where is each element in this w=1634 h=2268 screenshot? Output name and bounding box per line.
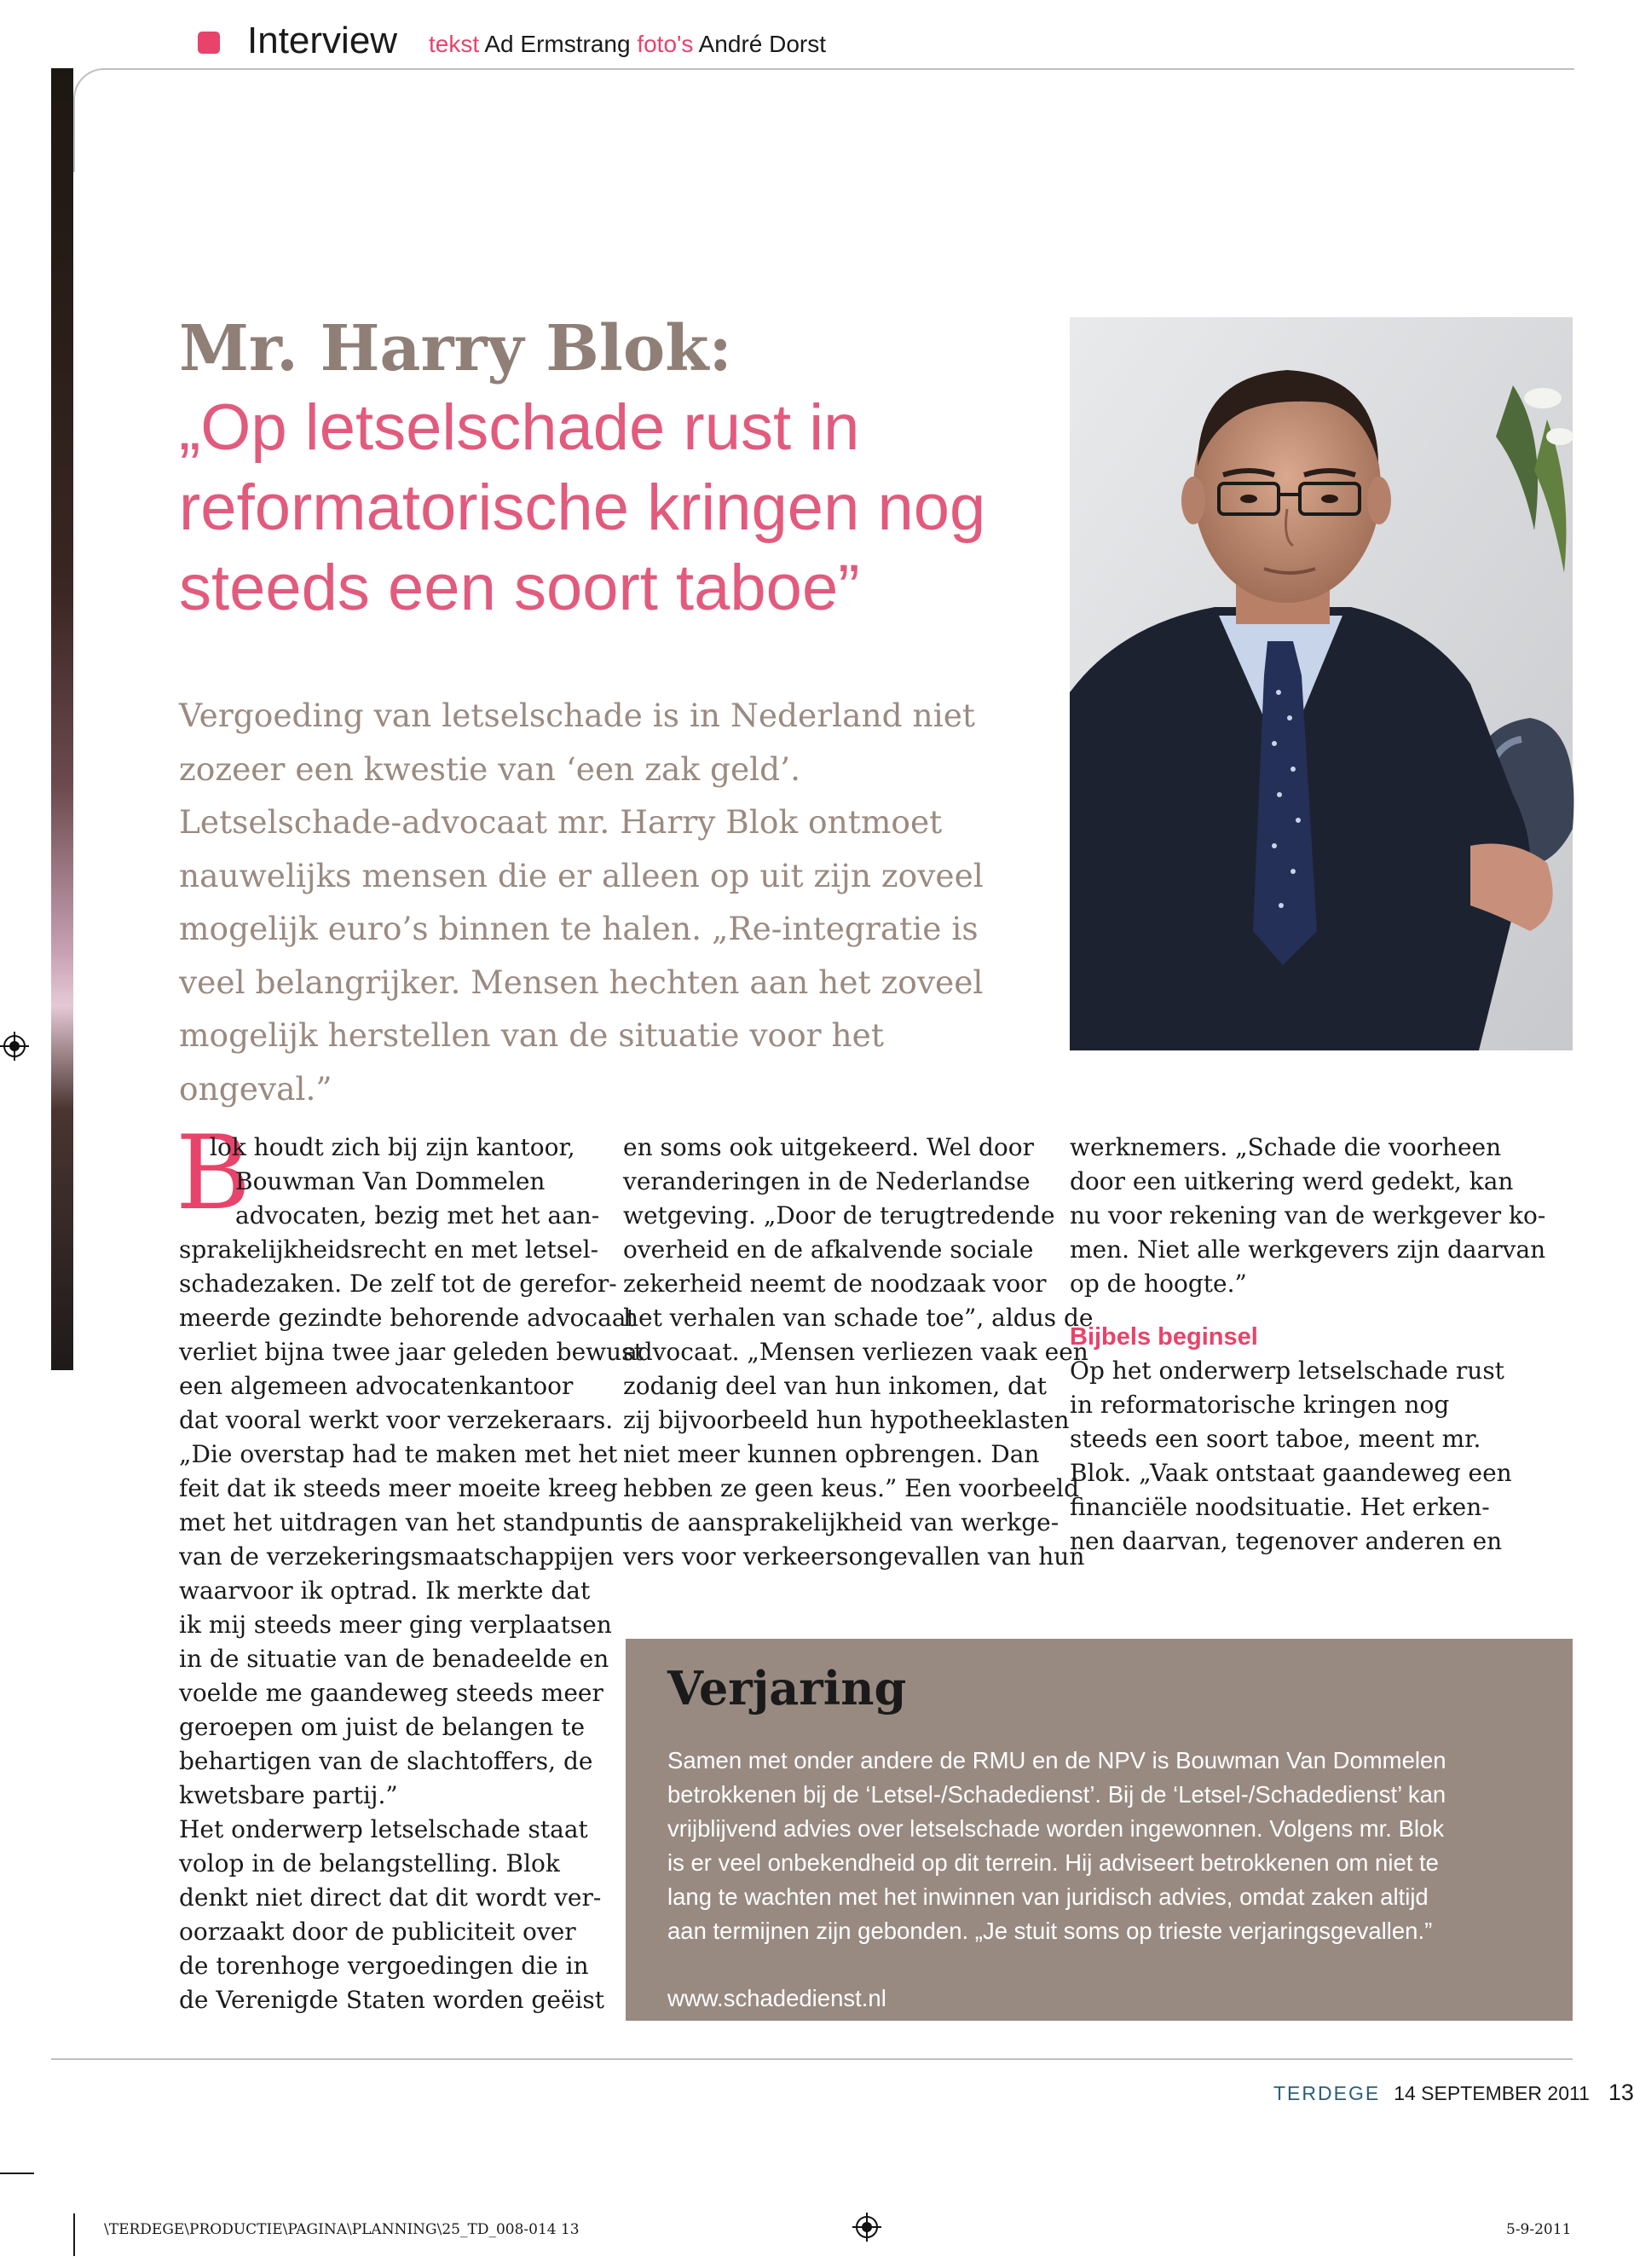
issue-date: 14 SEPTEMBER 2011 xyxy=(1394,2082,1590,2104)
subheading: Bijbels beginsel xyxy=(1070,1323,1258,1351)
text-line: behartigen van de slachtoffers, de xyxy=(179,1747,593,1775)
page-frame xyxy=(73,68,1574,172)
article-intro: Vergoeding van letselschade is in Nederland niet zozeer een kwestie van ‘een zak geld’. Letselschade-advocaat mr. Harry Blok ontmoet nauwelijks mensen die er alleen op uit zijn zoveel mogelijk euro’s binnen te halen. „Re-integratie is veel belangrijker. Mensen hechten aan het zoveel mogelijk herstellen van de situatie voor het ongeval.” xyxy=(179,697,984,1108)
text-line: Samen met onder andere de RMU en de NPV is Bouwman Van Dommelen xyxy=(667,1747,1446,1773)
text-line: Bouwman Van Dommelen xyxy=(235,1167,546,1195)
text-line: waarvoor ik optrad. Ik merkte dat xyxy=(179,1577,591,1605)
text-line: sprakelijkheidsrecht en met letsel- xyxy=(179,1235,599,1264)
text-line: steeds een soort taboe, meent mr. xyxy=(1070,1425,1481,1453)
text-line: denkt niet direct dat dit wordt ver- xyxy=(179,1883,602,1912)
text-line: zekerheid neemt de noodzaak voor xyxy=(623,1270,1047,1298)
registration-mark-icon xyxy=(852,2213,881,2242)
text-line: feit dat ik steeds meer moeite kreeg xyxy=(179,1474,618,1502)
credit-photo-name: André Dorst xyxy=(698,31,827,57)
text-line: de Verenigde Staten worden geëist xyxy=(179,1986,605,2014)
text-line: overheid en de afkalvende sociale xyxy=(623,1235,1034,1264)
text-line: Het onderwerp letselschade staat xyxy=(179,1815,588,1843)
print-slug-path: \TERDEGE\PRODUCTIE\PAGINA\PLANNING\25_TD_008-014 13 xyxy=(104,2221,580,2238)
text-line: een algemeen advocatenkantoor xyxy=(179,1372,574,1400)
page-footer xyxy=(1273,2079,1634,2107)
text-line: dat vooral werkt voor verzekeraars. xyxy=(179,1406,614,1434)
drop-cap: B xyxy=(176,1114,251,1233)
credit-text-name: Ad Ermstrang xyxy=(484,31,631,57)
text-line: advocaten, bezig met het aan- xyxy=(235,1201,600,1229)
text-line: financiële noodsituatie. Het erken- xyxy=(1070,1493,1490,1521)
text-line: lang te wachten met het inwinnen van juridisch advies, omdat zaken altijd xyxy=(667,1883,1429,1910)
article-column-1 xyxy=(179,1131,644,2017)
article-column-3 xyxy=(1070,1131,1573,1559)
text-line: Op het onderwerp letselschade rust xyxy=(1070,1357,1504,1385)
text-line: met het uitdragen van het standpunt xyxy=(179,1508,626,1536)
section-label: Interview xyxy=(247,20,398,61)
text-line: in reformatorische kringen nog xyxy=(1070,1391,1450,1419)
text-line: op de hoogte.” xyxy=(1070,1270,1247,1298)
info-box-url[interactable]: www.schadedienst.nl xyxy=(667,1985,886,2011)
text-line: voelde me gaandeweg steeds meer xyxy=(179,1679,603,1707)
text-line: zodanig deel van hun inkomen, dat xyxy=(623,1372,1048,1400)
text-line: nen daarvan, tegenover anderen en xyxy=(1070,1527,1503,1555)
text-line: en soms ook uitgekeerd. Wel door xyxy=(623,1133,1035,1161)
info-box-body xyxy=(667,1744,1545,1948)
text-line: is er veel onbekendheid op dit terrein. Hij adviseert betrokkenen om niet te xyxy=(667,1849,1439,1876)
print-slug-date: 5-9-2011 xyxy=(1506,2221,1572,2238)
credit-text-label: tekst xyxy=(429,31,480,57)
text-line: volop in de belangstelling. Blok xyxy=(179,1849,560,1877)
article-column-2 xyxy=(623,1131,1094,1574)
crop-mark xyxy=(0,2173,34,2174)
section-marker xyxy=(198,32,220,54)
text-line: verliet bijna twee jaar geleden bewust xyxy=(179,1338,644,1366)
info-box-title: Verjaring xyxy=(667,1661,907,1715)
registration-mark-icon xyxy=(0,1032,29,1061)
crop-mark xyxy=(73,2213,75,2256)
text-line: door een uitkering werd gedekt, kan xyxy=(1070,1167,1514,1195)
text-line: schadezaken. De zelf tot de gerefor- xyxy=(179,1270,617,1298)
text-line: aan termijnen zijn gebonden. „Je stuit soms op trieste verjaringsgevallen.” xyxy=(667,1918,1433,1944)
text-line: vers voor verkeersongevallen van hun xyxy=(623,1542,1085,1571)
page-number: 13 xyxy=(1608,2080,1634,2105)
text-line: het verhalen van schade toe”, aldus de xyxy=(623,1304,1094,1332)
portrait-photo xyxy=(1070,317,1573,1050)
text-line: „Die overstap had te maken met het xyxy=(179,1440,618,1468)
text-line: advocaat. „Mensen verliezen vaak een xyxy=(623,1338,1088,1366)
text-line: meerde gezindte behorende advocaat xyxy=(179,1304,636,1332)
text-line: de torenhoge vergoedingen die in xyxy=(179,1952,589,1980)
text-line: niet meer kunnen opbrengen. Dan xyxy=(623,1440,1040,1468)
text-line: lok houdt zich bij zijn kantoor, xyxy=(210,1133,575,1161)
text-line: vrijblijvend advies over letselschade worden ingewonnen. Volgens mr. Blok xyxy=(667,1815,1445,1842)
text-line: betrokkenen bij de ‘Letsel-/Schadedienst’. Bij de ‘Letsel-/Schadedienst’ kan xyxy=(667,1781,1446,1808)
article-quote-headline: „Op letselschade rust in reformatorische kringen nog steeds een soort taboe” xyxy=(179,391,986,624)
text-line: is de aansprakelijkheid van werkge- xyxy=(623,1508,1060,1536)
text-line: hebben ze geen keus.” Een voorbeeld xyxy=(623,1474,1080,1502)
text-line: Blok. „Vaak ontstaat gaandeweg een xyxy=(1070,1459,1512,1487)
text-line: geroepen om juist de belangen te xyxy=(179,1713,586,1741)
text-line: kwetsbare partij.” xyxy=(179,1781,398,1809)
text-line: ik mij steeds meer ging verplaatsen xyxy=(179,1611,612,1639)
text-line: wetgeving. „Door de terugtredende xyxy=(623,1201,1055,1229)
text-line: veranderingen in de Nederlandse xyxy=(623,1167,1031,1195)
left-photo-strip xyxy=(51,68,73,1370)
column-3-second-part xyxy=(1070,1354,1573,1559)
magazine-name: TERDEGE xyxy=(1273,2082,1381,2104)
credits xyxy=(429,29,826,60)
text-line: zij bijvoorbeeld hun hypotheeklasten xyxy=(623,1406,1070,1434)
text-line: oorzaakt door de publiciteit over xyxy=(179,1918,576,1946)
text-line: werknemers. „Schade die voorheen xyxy=(1070,1133,1502,1161)
article-title: Mr. Harry Blok: xyxy=(179,312,732,385)
credit-photo-label: foto's xyxy=(637,31,694,57)
text-line: nu voor rekening van de werkgever ko- xyxy=(1070,1201,1546,1229)
column-3-first-part xyxy=(1070,1131,1573,1301)
text-line: men. Niet alle werkgevers zijn daarvan xyxy=(1070,1235,1546,1264)
text-line: in de situatie van de benadeelde en xyxy=(179,1645,609,1673)
text-line: van de verzekeringsmaatschappijen xyxy=(179,1542,615,1571)
